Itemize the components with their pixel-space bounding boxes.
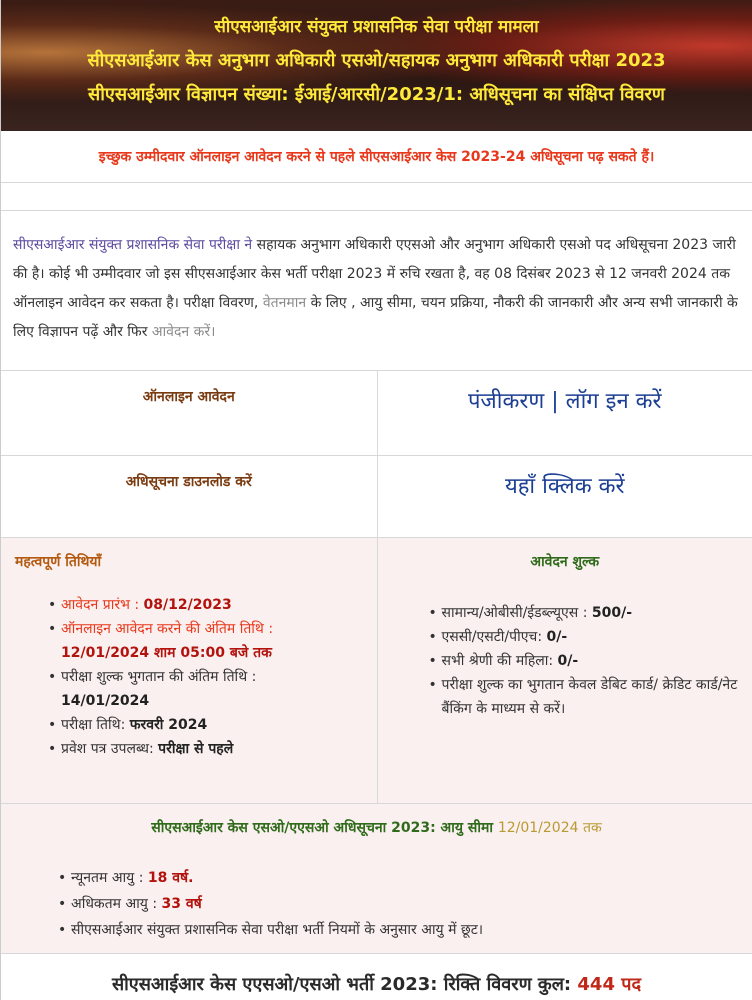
age-limit-date: 12/01/2024 तक bbox=[497, 820, 602, 836]
vacancy-total: 444 पद bbox=[577, 973, 642, 995]
age-limit-title bbox=[1, 818, 752, 837]
list-item bbox=[442, 601, 752, 625]
application-fee-title: आवेदन शुल्क bbox=[530, 554, 600, 570]
vacancy-label: सीएसआईआर केस एएसओ/एसओ भर्ती 2023: रिक्ति विवरण कुल: bbox=[111, 973, 578, 995]
header-title-line1: सीएसआईआर संयुक्त प्रशासनिक सेवा परीक्षा मामला bbox=[214, 17, 539, 37]
age-value: 33 वर्ष bbox=[161, 896, 202, 912]
fee-label: सभी श्रेणी की महिला: bbox=[441, 653, 558, 669]
list-item bbox=[442, 673, 752, 721]
important-dates-section bbox=[1, 538, 377, 803]
age-limit-title-text: सीएसआईआर केस एसओ/एएसओ अधिसूचना 2023: आयु सीमा bbox=[151, 820, 498, 836]
fee-value: 500/- bbox=[591, 605, 633, 621]
application-fee-list bbox=[378, 601, 752, 721]
list-item bbox=[442, 649, 752, 673]
register-login-link[interactable]: पंजीकरण | लॉग इन करें bbox=[467, 389, 662, 414]
click-here-link[interactable]: यहाँ क्लिक करें bbox=[504, 474, 625, 499]
age-label: सीएसआईआर संयुक्त प्रशासनिक सेवा परीक्षा भर्ती नियमों के अनुसार आयु में छूट। bbox=[71, 922, 484, 938]
date-label: आवेदन प्रारंभ : bbox=[61, 597, 144, 613]
intro-link-apply[interactable]: आवेदन करें। bbox=[151, 324, 216, 340]
online-apply-row bbox=[1, 371, 752, 456]
notice-row bbox=[1, 131, 752, 183]
intro-link-csir[interactable]: सीएसआईआर संयुक्त प्रशासनिक सेवा परीक्षा ने bbox=[13, 237, 257, 253]
header-title-line2: सीएसआईआर केस अनुभाग अधिकारी एसओ/सहायक अनुभाग अधिकारी परीक्षा 2023 bbox=[87, 50, 666, 71]
age-label: अधिकतम आयु : bbox=[71, 896, 162, 912]
notification-download-row bbox=[1, 456, 752, 538]
date-value: परीक्षा से पहले bbox=[158, 741, 234, 757]
date-value: 14/01/2024 bbox=[61, 693, 150, 709]
date-value: फरवरी 2024 bbox=[129, 717, 208, 733]
header-title-line3: सीएसआईआर विज्ञापन संख्या: ईआई/आरसी/2023/1: अधिसूचना का संक्षिप्त विवरण bbox=[88, 84, 665, 105]
list-item bbox=[71, 865, 752, 891]
dates-fee-row bbox=[1, 538, 752, 804]
important-dates-list bbox=[1, 593, 377, 761]
list-item bbox=[71, 917, 752, 943]
date-label: परीक्षा तिथि: bbox=[61, 717, 130, 733]
fee-label: परीक्षा शुल्क का भुगतान केवल डेबिट कार्ड/ क्रेडिट कार्ड/नेट बैंकिंग के माध्यम से करें। bbox=[441, 677, 738, 717]
date-value: 12/01/2024 शाम 05:00 बजे तक bbox=[61, 645, 272, 661]
age-limit-section bbox=[1, 804, 752, 954]
age-limit-list bbox=[1, 865, 752, 943]
fee-value: 0/- bbox=[557, 653, 579, 669]
page-header bbox=[1, 0, 752, 131]
list-item bbox=[61, 665, 377, 713]
online-apply-label: ऑनलाइन आवेदन bbox=[142, 389, 235, 405]
intro-link-payscale[interactable]: वेतनमान bbox=[262, 295, 307, 311]
intro-paragraph bbox=[1, 211, 752, 371]
age-value: 18 वर्ष. bbox=[147, 870, 194, 886]
age-label: न्यूनतम आयु : bbox=[71, 870, 148, 886]
list-item bbox=[442, 625, 752, 649]
fee-value: 0/- bbox=[546, 629, 568, 645]
fee-label: एससी/एसटी/पीएच: bbox=[441, 629, 547, 645]
list-item bbox=[71, 891, 752, 917]
list-item bbox=[61, 713, 377, 737]
vacancy-title bbox=[112, 972, 641, 996]
intro-text-2: के लिए , आयु सीमा, चयन प्रक्रिया, नौकरी की जानकारी और अन्य सभी जानकारी के लिए विज्ञापन पढ़ें और फिर bbox=[13, 295, 738, 340]
notice-text: इच्छुक उम्मीदवार ऑनलाइन आवेदन करने से पहले सीएसआईआर केस 2023-24 अधिसूचना पढ़ सकते हैं। bbox=[98, 149, 655, 165]
spacer-row bbox=[1, 183, 752, 211]
list-item bbox=[61, 593, 377, 617]
fee-label: सामान्य/ओबीसी/ईडब्ल्यूएस : bbox=[441, 605, 592, 621]
important-dates-title: महत्वपूर्ण तिथियाँ bbox=[15, 554, 102, 570]
list-item bbox=[61, 737, 377, 761]
date-label: प्रवेश पत्र उपलब्ध: bbox=[61, 741, 159, 757]
intro-text: सहायक अनुभाग अधिकारी एएसओ और अनुभाग अधिकारी एसओ पद अधिसूचना 2023 जारी की है। कोई भी उम्मीदवार जो इस सीएसआईआर केस भर्ती परीक्षा 2023 में रुचि रखता है, वह 08 दिसंबर 2023 से 12 जनवरी 2024 तक ऑनलाइन आवेदन कर सकता है। परीक्षा विवरण, bbox=[13, 237, 736, 311]
date-label: ऑनलाइन आवेदन करने की अंतिम तिथि : bbox=[61, 621, 274, 637]
application-fee-section bbox=[377, 538, 752, 803]
date-value: 08/12/2023 bbox=[143, 597, 232, 613]
list-item bbox=[61, 617, 377, 665]
date-label: परीक्षा शुल्क भुगतान की अंतिम तिथि : bbox=[61, 669, 257, 685]
vacancy-title-row bbox=[1, 954, 752, 1000]
notification-download-label: अधिसूचना डाउनलोड करें bbox=[125, 474, 252, 490]
